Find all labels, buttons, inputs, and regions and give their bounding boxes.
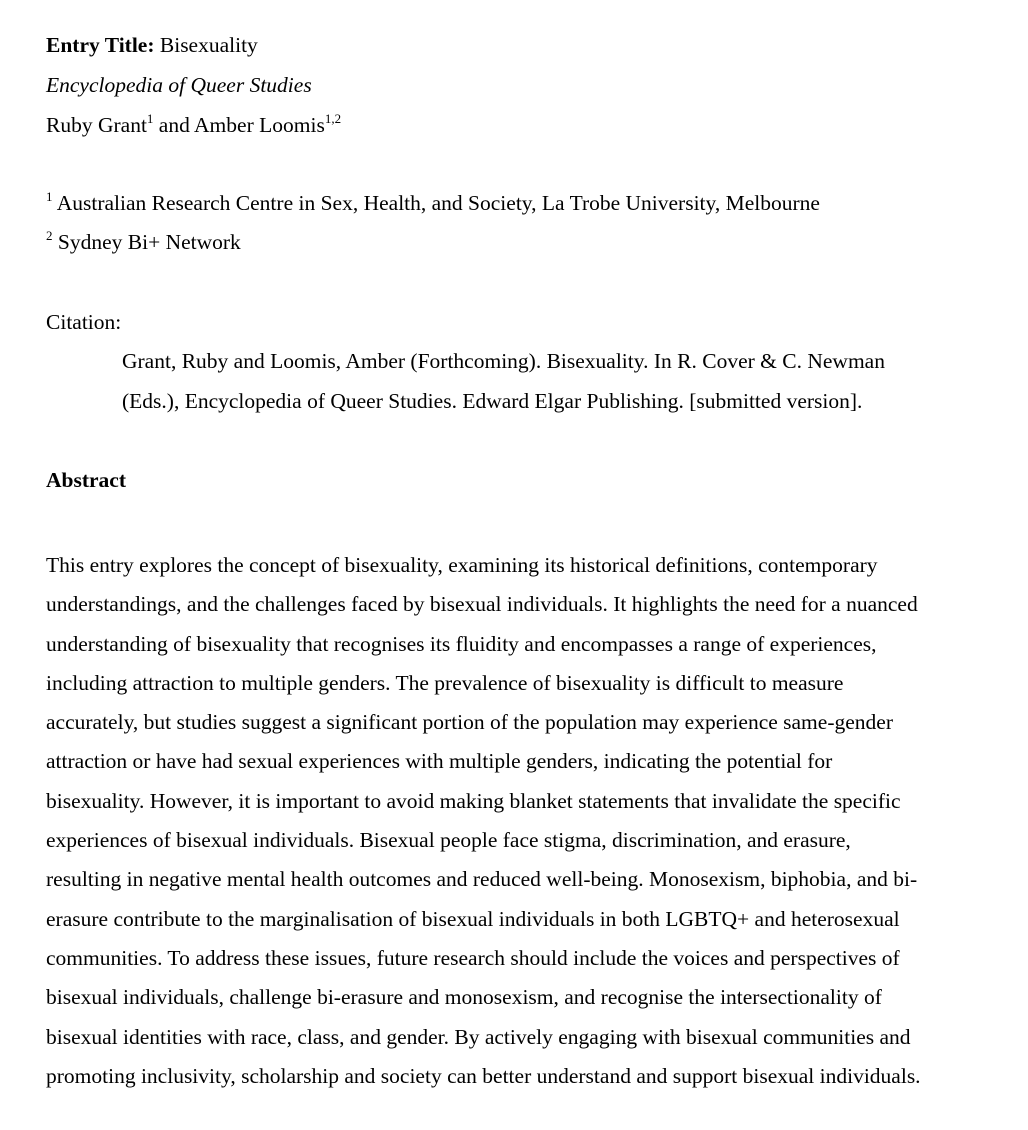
- abstract-line: communities. To address these issues, future research should include the voices and perspectives of: [46, 945, 900, 970]
- abstract-line: accurately, but studies suggest a significant portion of the population may experience same-gender: [46, 710, 893, 735]
- abstract-line: experiences of bisexual individuals. Bisexual people face stigma, discrimination, and erasure,: [46, 828, 851, 853]
- affiliation-item: [46, 189, 820, 215]
- author-affiliation-marker: 1,2: [324, 111, 342, 126]
- entry-title: Bisexuality: [159, 33, 258, 57]
- entry-title-line: [46, 35, 258, 57]
- abstract-line: bisexual identities with race, class, and gender. By actively engaging with bisexual communities and: [46, 1024, 911, 1049]
- affiliation-text: Sydney Bi+ Network: [57, 230, 241, 254]
- abstract-body: [46, 546, 986, 1096]
- authors-line: [46, 111, 342, 137]
- author-name: Amber Loomis: [194, 113, 325, 137]
- abstract-line: promoting inclusivity, scholarship and society can better understand and support bisexual individuals.: [46, 1063, 921, 1088]
- abstract-line: understanding of bisexuality that recognises its fluidity and encompasses a range of experiences,: [46, 631, 877, 656]
- author-affiliation-marker: 1: [146, 111, 154, 126]
- abstract-line: bisexuality. However, it is important to avoid making blanket statements that invalidate the specific: [46, 788, 901, 813]
- abstract-line: This entry explores the concept of bisexuality, examining its historical definitions, contemporary: [46, 553, 878, 577]
- citation-line: (Eds.), Encyclopedia of Queer Studies. Edward Elgar Publishing. [submitted version].: [122, 389, 863, 413]
- citation-line: Grant, Ruby and Loomis, Amber (Forthcoming). Bisexuality. In R. Cover & C. Newman: [122, 349, 885, 373]
- abstract-line: bisexual individuals, challenge bi-erasure and monosexism, and recognise the intersectionality of: [46, 985, 882, 1010]
- abstract-line: resulting in negative mental health outcomes and reduced well-being. Monosexism, biphobia, and bi-: [46, 867, 918, 892]
- citation-label: Citation:: [46, 310, 122, 334]
- abstract-line: erasure contribute to the marginalisation of bisexual individuals in both LGBTQ+ and heterosexual: [46, 906, 900, 931]
- affiliation-text: Australian Research Centre in Sex, Health, and Society, La Trobe University, Melbourne: [56, 191, 820, 215]
- authors-conjunction: and: [153, 113, 195, 137]
- abstract-line: including attraction to multiple genders. The prevalence of bisexuality is difficult to measure: [46, 670, 844, 695]
- author-name: Ruby Grant: [46, 113, 147, 137]
- abstract-line: attraction or have had sexual experiences with multiple genders, indicating the potential for: [46, 749, 833, 774]
- encyclopedia-title: Encyclopedia of Queer Studies: [46, 73, 312, 97]
- affiliation-number: 1: [46, 189, 53, 204]
- abstract-line: understandings, and the challenges faced by bisexual individuals. It highlights the need for a nuanced: [46, 592, 918, 617]
- affiliation-number: 2: [46, 228, 53, 243]
- entry-title-label: Entry Title:: [46, 33, 155, 57]
- affiliation-item: [46, 228, 241, 254]
- abstract-heading: Abstract: [46, 468, 127, 492]
